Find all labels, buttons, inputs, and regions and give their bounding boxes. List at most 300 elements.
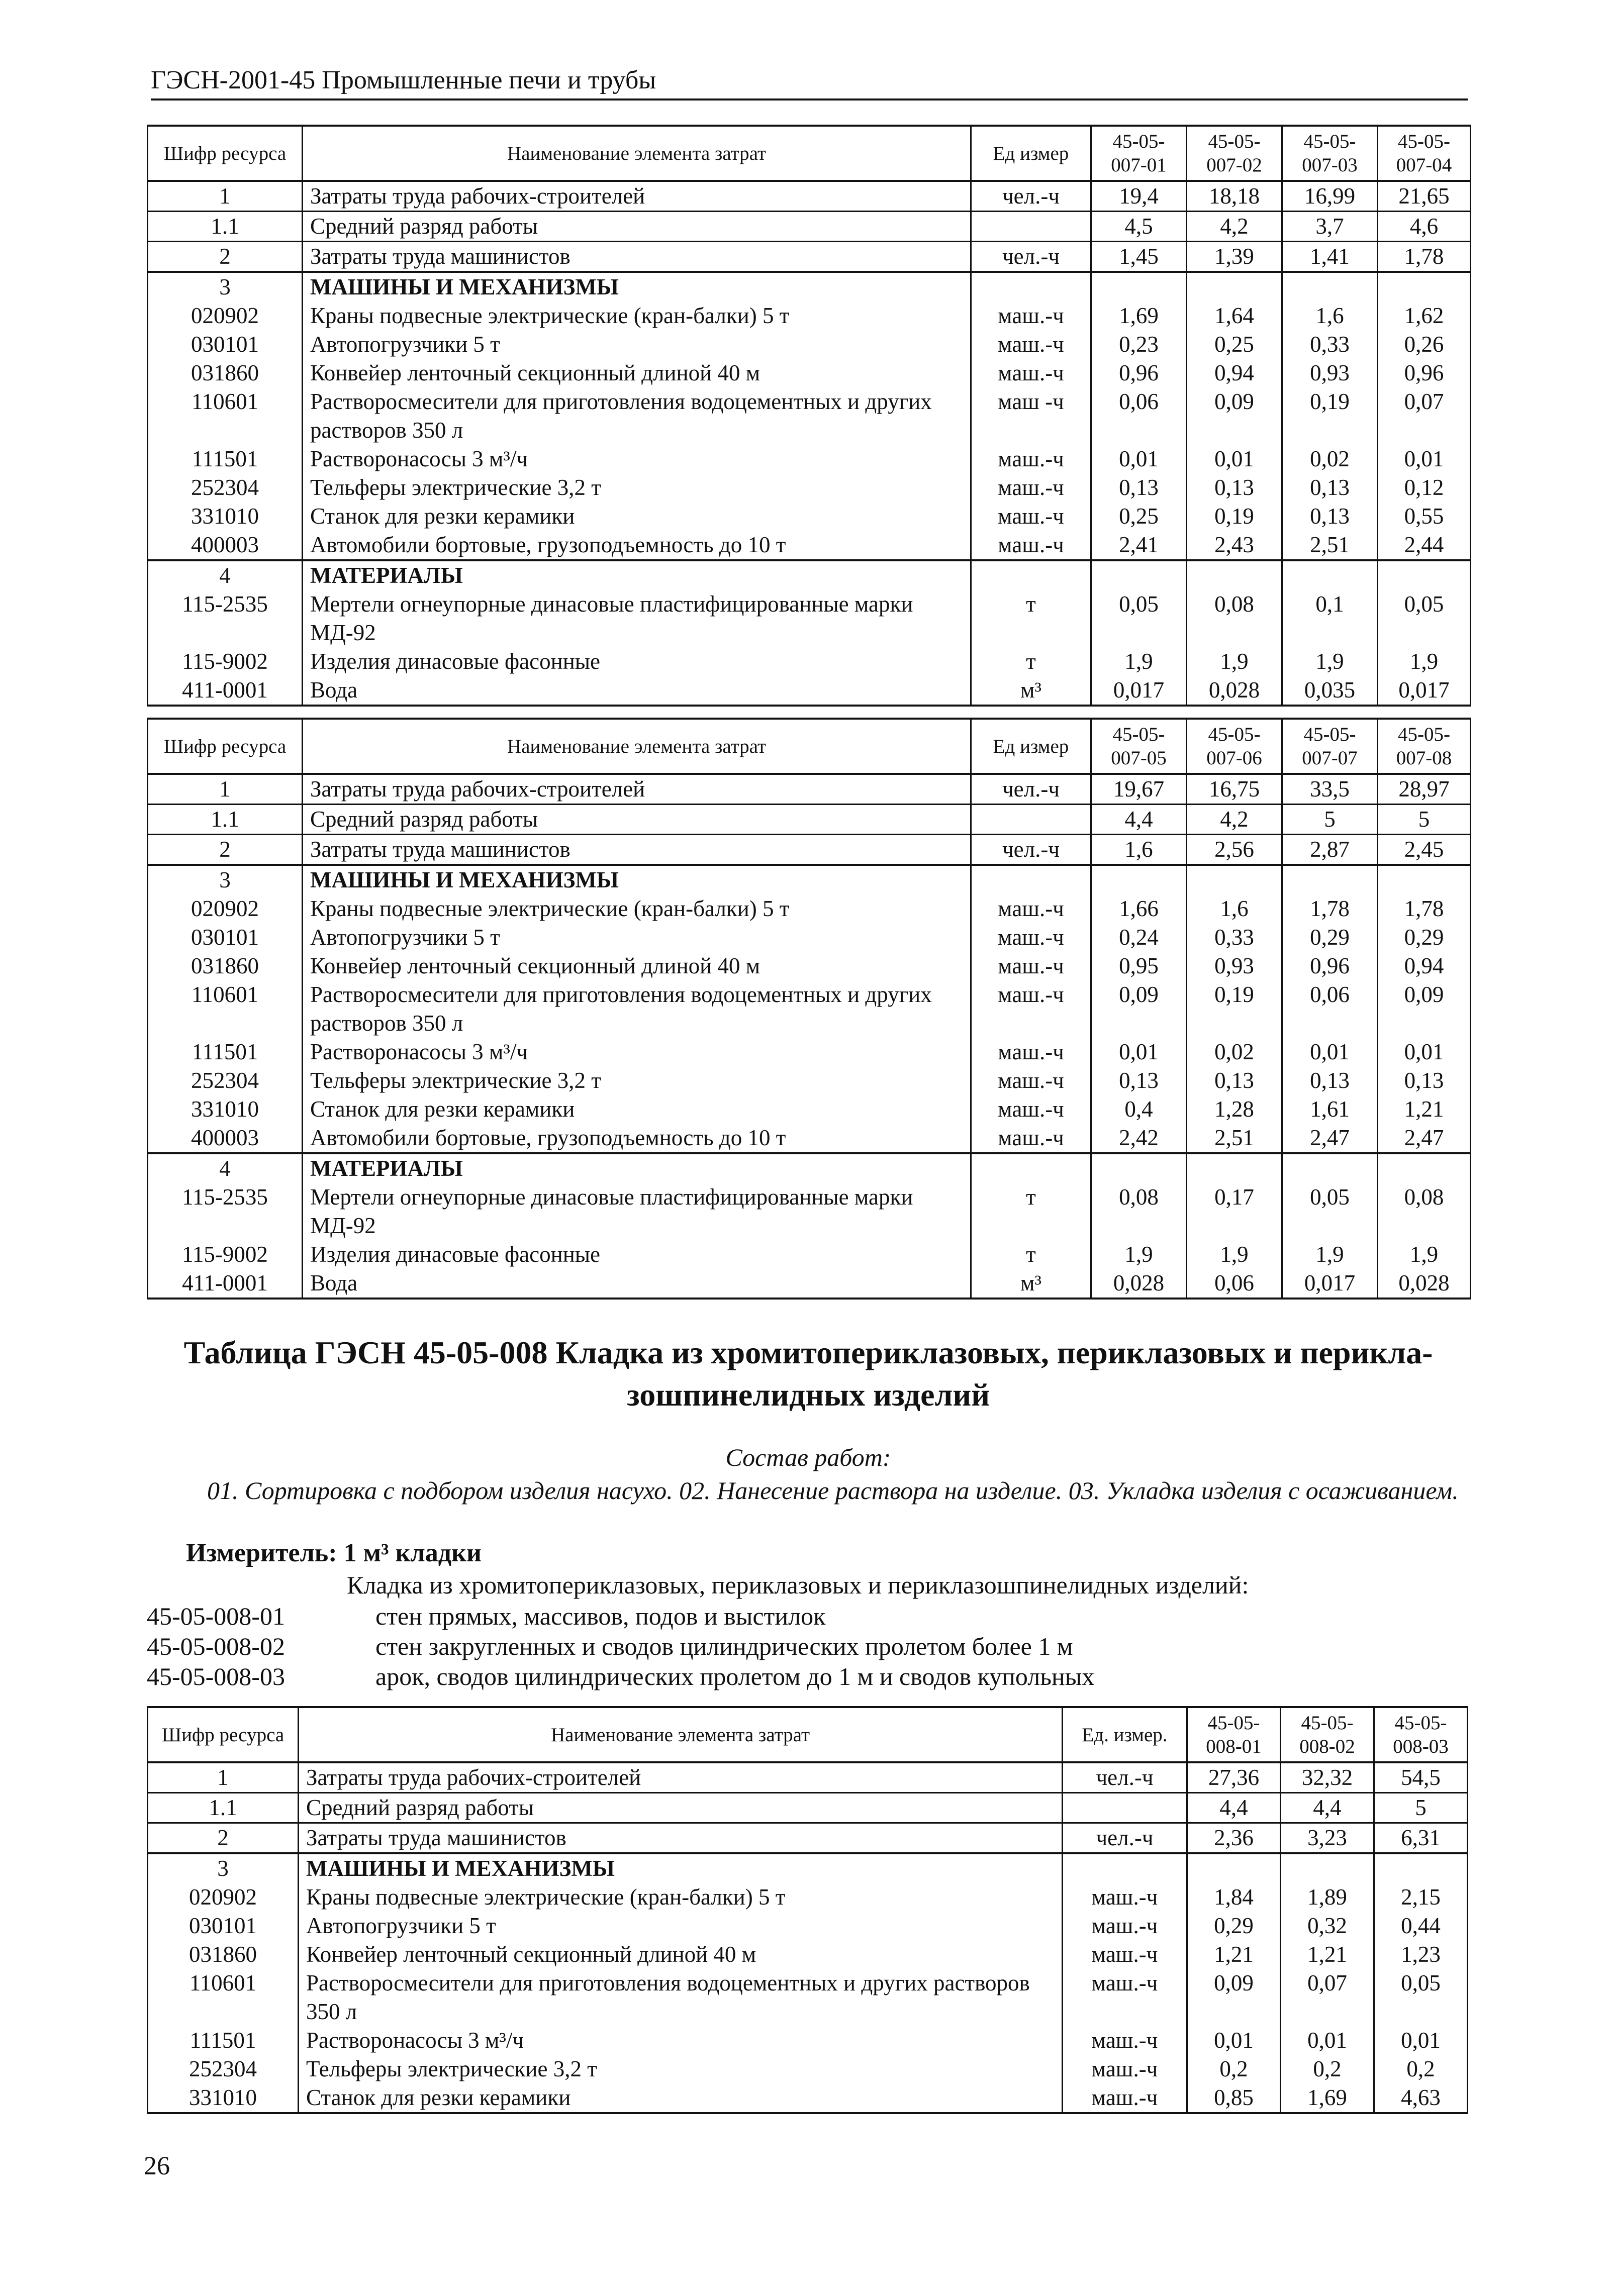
cost-element-name: Станок для резки керамики xyxy=(299,2083,1063,2113)
norm-value: 0,13 xyxy=(1282,473,1378,502)
cost-element-name: Тельферы электрические 3,2 т xyxy=(303,1066,971,1095)
table-row xyxy=(148,647,1471,676)
unit: маш -ч xyxy=(971,387,1091,445)
table-row xyxy=(148,181,1471,212)
header-unit: Ед измер xyxy=(971,719,1091,774)
empty-cell xyxy=(1282,1153,1378,1183)
variant-code: 45-05-008-02 xyxy=(147,1632,285,1660)
norm-value: 1,6 xyxy=(1091,835,1187,865)
cost-element-name: Тельферы электрические 3,2 т xyxy=(303,473,971,502)
unit: т xyxy=(971,590,1091,647)
norm-value: 2,42 xyxy=(1091,1124,1187,1153)
norm-value: 3,23 xyxy=(1281,1823,1374,1854)
table-row xyxy=(148,1969,1468,2026)
header-row xyxy=(148,1707,1468,1762)
norm-value: 1,89 xyxy=(1281,1883,1374,1912)
norm-value: 6,31 xyxy=(1374,1823,1468,1854)
cost-element-name: Растворосмесители для приготовления водоцементных и других растворов 350 л xyxy=(303,980,971,1038)
header-code: Шифр ресурса xyxy=(148,719,303,774)
section-title: МАШИНЫ И МЕХАНИЗМЫ xyxy=(303,865,971,894)
resource-table-007-01-04 xyxy=(147,125,1471,707)
unit: маш.-ч xyxy=(1063,1912,1187,1940)
empty-cell xyxy=(971,560,1091,590)
norm-value: 2,51 xyxy=(1187,1124,1282,1153)
norm-value: 4,4 xyxy=(1281,1793,1374,1823)
table-row xyxy=(148,1823,1468,1854)
norm-value: 28,97 xyxy=(1378,774,1471,805)
resource-code: 400003 xyxy=(148,531,303,560)
header-norm-code: 45-05-007-07 xyxy=(1282,719,1378,774)
norm-value: 0,26 xyxy=(1378,330,1471,359)
norm-value: 0,13 xyxy=(1091,473,1187,502)
measurer-label: Измеритель: xyxy=(186,1539,337,1567)
cost-element-name: Растворосмесители для приготовления водоцементных и других растворов 350 л xyxy=(303,387,971,445)
resource-code: 031860 xyxy=(148,1940,299,1969)
table-row xyxy=(148,980,1471,1038)
resource-code: 020902 xyxy=(148,1883,299,1912)
table-row xyxy=(148,445,1471,473)
unit xyxy=(971,212,1091,242)
unit: маш.-ч xyxy=(1063,2026,1187,2055)
norm-value: 0,017 xyxy=(1091,676,1187,706)
norm-value: 1,21 xyxy=(1187,1940,1281,1969)
table-row xyxy=(148,1269,1471,1299)
header-norm-code: 45-05-007-05 xyxy=(1091,719,1187,774)
unit: маш.-ч xyxy=(971,1038,1091,1066)
norm-value: 2,36 xyxy=(1187,1823,1281,1854)
resource-code: 031860 xyxy=(148,359,303,387)
measurer-value: 1 м³ кладки xyxy=(343,1539,482,1567)
unit: чел.-ч xyxy=(971,181,1091,212)
norm-value: 0,08 xyxy=(1378,1183,1471,1240)
norm-value: 0,09 xyxy=(1378,980,1471,1038)
norm-value: 0,01 xyxy=(1091,1038,1187,1066)
norm-value: 0,01 xyxy=(1187,2026,1281,2055)
unit: т xyxy=(971,1240,1091,1269)
resource-code: 331010 xyxy=(148,502,303,531)
empty-cell xyxy=(1187,1153,1282,1183)
cost-element-name: Автопогрузчики 5 т xyxy=(299,1912,1063,1940)
norm-value: 0,96 xyxy=(1091,359,1187,387)
table-title-line-2: зошпинелидных изделий xyxy=(626,1377,990,1413)
norm-value: 1,78 xyxy=(1378,894,1471,923)
norm-value: 1,62 xyxy=(1378,302,1471,330)
norm-value: 1,69 xyxy=(1281,2083,1374,2113)
resource-code: 252304 xyxy=(148,2055,299,2083)
unit: маш.-ч xyxy=(1063,1969,1187,2026)
norm-value: 0,02 xyxy=(1282,445,1378,473)
variant-row xyxy=(147,1631,1073,1661)
table-row xyxy=(148,805,1471,835)
cost-element-name: Растворонасосы 3 м³/ч xyxy=(299,2026,1063,2055)
table-row xyxy=(148,835,1471,865)
norm-value: 4,6 xyxy=(1378,212,1471,242)
norm-value: 0,028 xyxy=(1091,1269,1187,1299)
resource-code: 4 xyxy=(148,560,303,590)
empty-cell xyxy=(971,272,1091,302)
norm-value: 1,23 xyxy=(1374,1940,1468,1969)
norm-value: 0,2 xyxy=(1187,2055,1281,2083)
norm-value: 1,9 xyxy=(1091,647,1187,676)
section-title: МАШИНЫ И МЕХАНИЗМЫ xyxy=(303,272,971,302)
norm-value: 0,05 xyxy=(1282,1183,1378,1240)
norm-value: 0,07 xyxy=(1378,387,1471,445)
cost-element-name: Вода xyxy=(303,1269,971,1299)
resource-code: 110601 xyxy=(148,980,303,1038)
norm-value: 0,96 xyxy=(1282,952,1378,980)
table-row xyxy=(148,676,1471,706)
unit: чел.-ч xyxy=(971,774,1091,805)
norm-value: 0,32 xyxy=(1281,1912,1374,1940)
unit: маш.-ч xyxy=(1063,1940,1187,1969)
section-title: МАШИНЫ И МЕХАНИЗМЫ xyxy=(299,1853,1063,1883)
table-row xyxy=(148,2083,1468,2113)
table-row xyxy=(148,952,1471,980)
norm-value: 0,94 xyxy=(1187,359,1282,387)
norm-value: 0,01 xyxy=(1187,445,1282,473)
resource-code: 2 xyxy=(148,242,303,272)
unit: маш.-ч xyxy=(971,894,1091,923)
unit: чел.-ч xyxy=(1063,1762,1187,1793)
norm-value: 1,9 xyxy=(1091,1240,1187,1269)
norm-value: 0,06 xyxy=(1187,1269,1282,1299)
resource-table-007-05-08 xyxy=(147,718,1471,1300)
cost-element-name: Затраты труда машинистов xyxy=(303,242,971,272)
empty-cell xyxy=(1187,560,1282,590)
cost-element-name: Краны подвесные электрические (кран-балки) 5 т xyxy=(303,894,971,923)
table-row xyxy=(148,923,1471,952)
norm-value: 0,25 xyxy=(1091,502,1187,531)
norm-value: 0,035 xyxy=(1282,676,1378,706)
unit: маш.-ч xyxy=(971,330,1091,359)
norm-value: 1,9 xyxy=(1378,647,1471,676)
norm-value: 0,13 xyxy=(1282,1066,1378,1095)
header-row xyxy=(148,126,1471,181)
section-title: МАТЕРИАЛЫ xyxy=(303,560,971,590)
variant-text: стен прямых, массивов, подов и выстилок xyxy=(375,1602,826,1630)
unit: маш.-ч xyxy=(971,302,1091,330)
resource-code: 115-9002 xyxy=(148,647,303,676)
norm-value: 0,23 xyxy=(1091,330,1187,359)
table-row xyxy=(148,502,1471,531)
cost-element-name: Автомобили бортовые, грузоподъемность до 10 т xyxy=(303,1124,971,1153)
norm-value: 2,43 xyxy=(1187,531,1282,560)
cost-element-name: Изделия динасовые фасонные xyxy=(303,1240,971,1269)
norm-value: 4,2 xyxy=(1187,212,1282,242)
table-row xyxy=(148,1038,1471,1066)
norm-value: 0,01 xyxy=(1378,1038,1471,1066)
norm-value: 2,47 xyxy=(1282,1124,1378,1153)
norm-value: 0,33 xyxy=(1187,923,1282,952)
empty-cell xyxy=(1374,1853,1468,1883)
resource-code: 030101 xyxy=(148,330,303,359)
norm-value: 0,1 xyxy=(1282,590,1378,647)
resource-code: 020902 xyxy=(148,894,303,923)
empty-cell xyxy=(1282,865,1378,894)
norm-value: 32,32 xyxy=(1281,1762,1374,1793)
table-row xyxy=(148,894,1471,923)
norm-value: 0,07 xyxy=(1281,1969,1374,2026)
norm-value: 0,95 xyxy=(1091,952,1187,980)
header-code: Шифр ресурса xyxy=(148,1707,299,1762)
table-row xyxy=(148,212,1471,242)
norm-value: 0,06 xyxy=(1091,387,1187,445)
header-norm-code: 45-05-008-02 xyxy=(1281,1707,1374,1762)
table-row xyxy=(148,1883,1468,1912)
norm-value: 0,12 xyxy=(1378,473,1471,502)
cost-element-name: Затраты труда рабочих-строителей xyxy=(303,774,971,805)
unit: маш.-ч xyxy=(971,531,1091,560)
norm-value: 0,09 xyxy=(1187,1969,1281,2026)
norm-value: 0,13 xyxy=(1187,1066,1282,1095)
header-norm-code: 45-05-008-01 xyxy=(1187,1707,1281,1762)
norm-value: 0,01 xyxy=(1091,445,1187,473)
norm-value: 4,2 xyxy=(1187,805,1282,835)
norm-value: 1,39 xyxy=(1187,242,1282,272)
resource-code: 4 xyxy=(148,1153,303,1183)
unit: маш.-ч xyxy=(971,1066,1091,1095)
section-row xyxy=(148,560,1471,590)
norm-value: 5 xyxy=(1282,805,1378,835)
cost-element-name: Краны подвесные электрические (кран-балки) 5 т xyxy=(299,1883,1063,1912)
norm-value: 0,29 xyxy=(1282,923,1378,952)
norm-value: 1,61 xyxy=(1282,1095,1378,1124)
unit: маш.-ч xyxy=(971,359,1091,387)
resource-code: 111501 xyxy=(148,2026,299,2055)
norm-value: 1,21 xyxy=(1281,1940,1374,1969)
norm-value: 0,05 xyxy=(1091,590,1187,647)
norm-value: 0,13 xyxy=(1282,502,1378,531)
header-name: Наименование элемента затрат xyxy=(299,1707,1063,1762)
resource-code: 030101 xyxy=(148,1912,299,1940)
table-row xyxy=(148,330,1471,359)
empty-cell xyxy=(1091,1153,1187,1183)
table-row xyxy=(148,531,1471,560)
unit: маш.-ч xyxy=(971,1095,1091,1124)
norm-value: 2,44 xyxy=(1378,531,1471,560)
unit: чел.-ч xyxy=(971,242,1091,272)
norm-value: 4,63 xyxy=(1374,2083,1468,2113)
cost-element-name: Средний разряд работы xyxy=(303,805,971,835)
norm-value: 0,02 xyxy=(1187,1038,1282,1066)
unit xyxy=(1063,1793,1187,1823)
unit: маш.-ч xyxy=(971,445,1091,473)
resource-code: 111501 xyxy=(148,445,303,473)
table-row xyxy=(148,2055,1468,2083)
unit: маш.-ч xyxy=(1063,1883,1187,1912)
header-name: Наименование элемента затрат xyxy=(303,126,971,181)
header-norm-code: 45-05-007-06 xyxy=(1187,719,1282,774)
resource-code: 331010 xyxy=(148,1095,303,1124)
norm-value: 0,2 xyxy=(1374,2055,1468,2083)
unit xyxy=(971,805,1091,835)
norm-value: 0,01 xyxy=(1378,445,1471,473)
table-row xyxy=(148,1793,1468,1823)
empty-cell xyxy=(1091,560,1187,590)
page-number: 26 xyxy=(144,2152,170,2180)
resource-code: 411-0001 xyxy=(148,1269,303,1299)
resource-code: 1.1 xyxy=(148,1793,299,1823)
unit: м³ xyxy=(971,676,1091,706)
resource-code: 111501 xyxy=(148,1038,303,1066)
norm-value: 0,08 xyxy=(1091,1183,1187,1240)
norm-value: 0,028 xyxy=(1187,676,1282,706)
norm-value: 0,05 xyxy=(1378,590,1471,647)
variant-code: 45-05-008-01 xyxy=(147,1602,285,1630)
norm-value: 0,01 xyxy=(1374,2026,1468,2055)
resource-code: 020902 xyxy=(148,302,303,330)
table-row xyxy=(148,242,1471,272)
norm-value: 2,47 xyxy=(1378,1124,1471,1153)
norm-value: 0,01 xyxy=(1282,1038,1378,1066)
norm-value: 0,06 xyxy=(1282,980,1378,1038)
resource-code: 411-0001 xyxy=(148,676,303,706)
norm-value: 1,6 xyxy=(1282,302,1378,330)
norm-value: 0,33 xyxy=(1282,330,1378,359)
unit: маш.-ч xyxy=(1063,2083,1187,2113)
norm-value: 2,87 xyxy=(1282,835,1378,865)
norm-value: 0,028 xyxy=(1378,1269,1471,1299)
norm-value: 5 xyxy=(1378,805,1471,835)
empty-cell xyxy=(971,1153,1091,1183)
unit: маш.-ч xyxy=(971,923,1091,952)
running-head: ГЭСН-2001-45 Промышленные печи и трубы xyxy=(151,64,1468,101)
norm-value: 0,13 xyxy=(1091,1066,1187,1095)
norm-value: 27,36 xyxy=(1187,1762,1281,1793)
norm-value: 1,9 xyxy=(1282,647,1378,676)
cost-element-name: Растворосмесители для приготовления водоцементных и других растворов 350 л xyxy=(299,1969,1063,2026)
resource-code: 115-2535 xyxy=(148,590,303,647)
cost-element-name: Изделия динасовые фасонные xyxy=(303,647,971,676)
cost-element-name: Вода xyxy=(303,676,971,706)
cost-element-name: Растворонасосы 3 м³/ч xyxy=(303,445,971,473)
norm-value: 0,08 xyxy=(1187,590,1282,647)
empty-cell xyxy=(1282,272,1378,302)
cost-element-name: Мертели огнеупорные динасовые пластифицированные марки МД-92 xyxy=(303,590,971,647)
header-unit: Ед измер xyxy=(971,126,1091,181)
resource-code: 252304 xyxy=(148,473,303,502)
section-title: МАТЕРИАЛЫ xyxy=(303,1153,971,1183)
resource-code: 115-9002 xyxy=(148,1240,303,1269)
resource-table-008 xyxy=(147,1706,1468,2114)
cost-element-name: Затраты труда машинистов xyxy=(299,1823,1063,1854)
norm-value: 1,78 xyxy=(1282,894,1378,923)
measurer xyxy=(186,1538,482,1569)
norm-value: 1,66 xyxy=(1091,894,1187,923)
variant-row xyxy=(147,1601,825,1631)
empty-cell xyxy=(1187,272,1282,302)
norm-value: 0,19 xyxy=(1187,502,1282,531)
norm-value: 1,84 xyxy=(1187,1883,1281,1912)
variant-intro: Кладка из хромитопериклазовых, периклазовых и периклазошпинелидных изделий: xyxy=(347,1571,1249,1599)
table-row xyxy=(148,1762,1468,1793)
norm-value: 0,85 xyxy=(1187,2083,1281,2113)
unit: маш.-ч xyxy=(971,1124,1091,1153)
empty-cell xyxy=(1187,865,1282,894)
resource-code: 030101 xyxy=(148,923,303,952)
norm-value: 0,13 xyxy=(1378,1066,1471,1095)
resource-code: 331010 xyxy=(148,2083,299,2113)
empty-cell xyxy=(1282,560,1378,590)
norm-value: 0,09 xyxy=(1187,387,1282,445)
norm-value: 0,24 xyxy=(1091,923,1187,952)
unit: маш.-ч xyxy=(1063,2055,1187,2083)
norm-value: 1,41 xyxy=(1282,242,1378,272)
section-row xyxy=(148,272,1471,302)
norm-value: 5 xyxy=(1374,1793,1468,1823)
norm-value: 0,19 xyxy=(1187,980,1282,1038)
cost-element-name: Конвейер ленточный секционный длиной 40 м xyxy=(303,359,971,387)
norm-value: 0,25 xyxy=(1187,330,1282,359)
norm-value: 4,5 xyxy=(1091,212,1187,242)
empty-cell xyxy=(971,865,1091,894)
norm-value: 19,4 xyxy=(1091,181,1187,212)
cost-element-name: Растворонасосы 3 м³/ч xyxy=(303,1038,971,1066)
norm-value: 19,67 xyxy=(1091,774,1187,805)
resource-code: 110601 xyxy=(148,1969,299,2026)
norm-value: 0,29 xyxy=(1187,1912,1281,1940)
table-row xyxy=(148,1066,1471,1095)
table-row xyxy=(148,1940,1468,1969)
cost-element-name: Станок для резки керамики xyxy=(303,1095,971,1124)
norm-value: 0,94 xyxy=(1378,952,1471,980)
header-row xyxy=(148,719,1471,774)
cost-element-name: Тельферы электрические 3,2 т xyxy=(299,2055,1063,2083)
norm-value: 1,78 xyxy=(1378,242,1471,272)
cost-element-name: Конвейер ленточный секционный длиной 40 м xyxy=(303,952,971,980)
cost-element-name: Затраты труда рабочих-строителей xyxy=(299,1762,1063,1793)
header-norm-code: 45-05-007-04 xyxy=(1378,126,1471,181)
unit: маш.-ч xyxy=(971,473,1091,502)
unit: т xyxy=(971,647,1091,676)
empty-cell xyxy=(1281,1853,1374,1883)
unit: м³ xyxy=(971,1269,1091,1299)
norm-value: 2,45 xyxy=(1378,835,1471,865)
unit: чел.-ч xyxy=(971,835,1091,865)
norm-value: 0,96 xyxy=(1378,359,1471,387)
resource-code: 400003 xyxy=(148,1124,303,1153)
header-norm-code: 45-05-007-01 xyxy=(1091,126,1187,181)
table-row xyxy=(148,359,1471,387)
table-row xyxy=(148,1240,1471,1269)
unit: маш.-ч xyxy=(971,980,1091,1038)
norm-value: 0,93 xyxy=(1187,952,1282,980)
table-title xyxy=(147,1332,1470,1416)
header-norm-code: 45-05-007-03 xyxy=(1282,126,1378,181)
header-norm-code: 45-05-007-08 xyxy=(1378,719,1471,774)
empty-cell xyxy=(1378,272,1471,302)
norm-value: 1,64 xyxy=(1187,302,1282,330)
section-row xyxy=(148,865,1471,894)
norm-value: 0,017 xyxy=(1282,1269,1378,1299)
resource-code: 2 xyxy=(148,1823,299,1854)
norm-value: 1,9 xyxy=(1378,1240,1471,1269)
empty-cell xyxy=(1378,865,1471,894)
resource-code: 1 xyxy=(148,181,303,212)
header-norm-code: 45-05-008-03 xyxy=(1374,1707,1468,1762)
norm-value: 21,65 xyxy=(1378,181,1471,212)
table-row xyxy=(148,2026,1468,2055)
section-row xyxy=(148,1153,1471,1183)
cost-element-name: Затраты труда рабочих-строителей xyxy=(303,181,971,212)
table-row xyxy=(148,387,1471,445)
cost-element-name: Станок для резки керамики xyxy=(303,502,971,531)
composition-title: Состав работ: xyxy=(725,1443,891,1471)
norm-value: 1,9 xyxy=(1187,1240,1282,1269)
norm-value: 1,28 xyxy=(1187,1095,1282,1124)
norm-value: 0,017 xyxy=(1378,676,1471,706)
norm-value: 16,99 xyxy=(1282,181,1378,212)
